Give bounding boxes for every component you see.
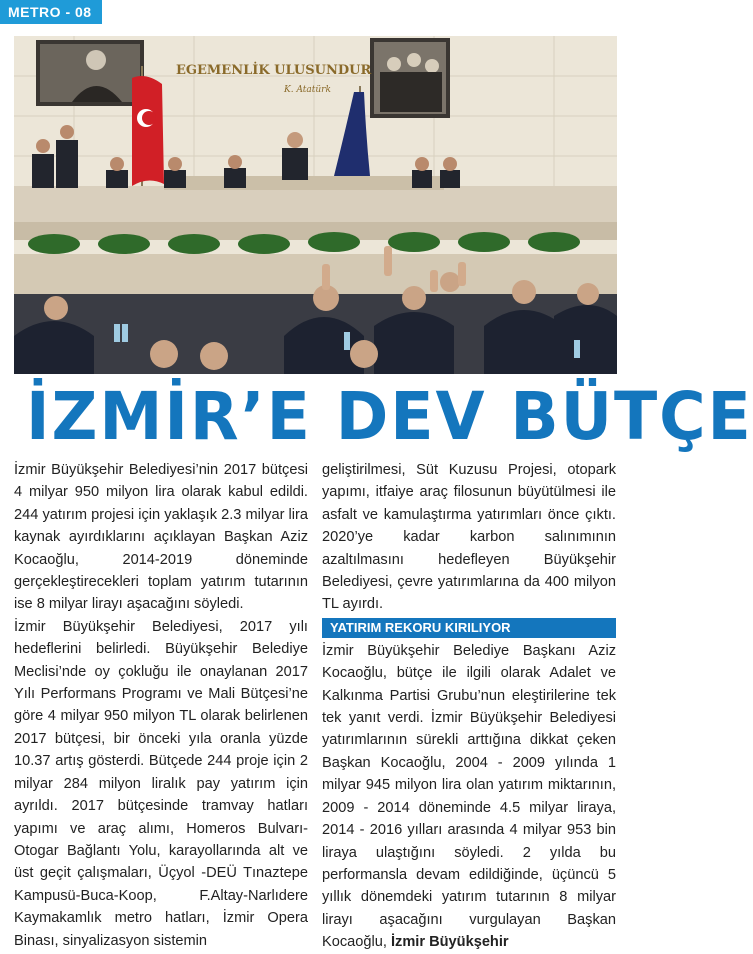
council-meeting-illustration [14,36,617,374]
paragraph-text: İzmir Büyükşehir Belediye Başkanı Aziz Kocaoğlu, bütçe ile ilgili olarak Adalet ve Kalkınma Partisi Grubu’nun eleştirilerine tek tek yanıt verdi. İzmir Büyükşehir Belediyesi yatırımlarının sürekli arttığına dikkat çeken Başkan Kocaoğlu, 2004 - 2009 yılında 1 milyar 945 milyon lira olan yatırım miktarının, 2009 - 2014 döneminde 4.5 milyar liraya, 2014 - 2016 yılları arasında 4 milyar 953 bin liraya ulaştığını söyledi. 2 yılda bu performansla devam edildiğinde, üçüncü 5 yıllık dönemdeki yatırım tutarının 8 milyar lirayı aşacağını vurgulayan Başkan Kocaoğlu, [322,642,616,951]
paragraph: İzmir Büyükşehir Belediyesi, 2017 yılı hedeflerini belirledi. Büyükşehir Belediye Meclisi’nde oy çokluğu ile onaylanan 2017 Yılı Performans Programı ve Mali Bütçesi’ne göre 4 milyar 950 milyon TL olarak belirlenen 2017 bütçesi, bir önceki yıla oranla yüzde 10.37 artış gösterdi. Bütçede 244 proje için 2 milyar 284 milyon liralık pay yatırım için ayrıldı. 2017 bütçesinde tramvay hatları yapımı ve araç alımı, Homeros Bulvarı-Otogar Bağlantı Yolu, karayollarında alt ve üst geçit çalışmaları, Üçyol -DEÜ Tınaztepe Kampusü-Buca-Koop, F.Altay-Narlıdere Kaymakamlık metro hatları, İzmir Opera Binası, sinyalizasyon sistemin [14,618,308,949]
paragraph [322,640,616,954]
subheading: YATIRIM REKORU KIRILIYOR [322,618,616,638]
paragraph: geliştirilmesi, Süt Kuzusu Projesi, otopark yapımı, itfaiye araç filosunun büyütülmesi ile asfalt ve kamulaştırma yatırımları önce çıktı. 2020’ye kadar karbon salınımının azaltılmasını hedefleyen Büyükşehir Belediyesi, çevre yatırımlarına da 400 milyon TL ayırdı. [322,462,616,613]
council-meeting-photo [14,36,617,374]
headline: İZMİR’E DEV BÜTÇE [26,378,753,455]
wall-inscription: EGEMENLİK ULUSUNDUR [176,63,372,78]
turkish-flag [132,76,164,186]
section-tab: METRO - 08 [0,0,102,24]
paragraph-tail-bold: İzmir Büyükşehir [390,934,509,951]
article-column-right [322,459,616,954]
article-column-left [14,459,308,952]
wall-signature: K. Atatürk [284,85,331,95]
paragraph: İzmir Büyükşehir Belediyesi’nin 2017 bütçesi 4 milyar 950 milyon lira olarak kabul edildi. 244 yatırım projesi için yaklaşık 2.3 milyar lira kaynak ayırdıklarını açıklayan Başkan Aziz Kocaoğlu, 2014-2019 döneminde gerçekleştirecekleri toplam yatırım tutarının ise 8 milyar lirayı aşacağını söyledi. [14,462,308,613]
